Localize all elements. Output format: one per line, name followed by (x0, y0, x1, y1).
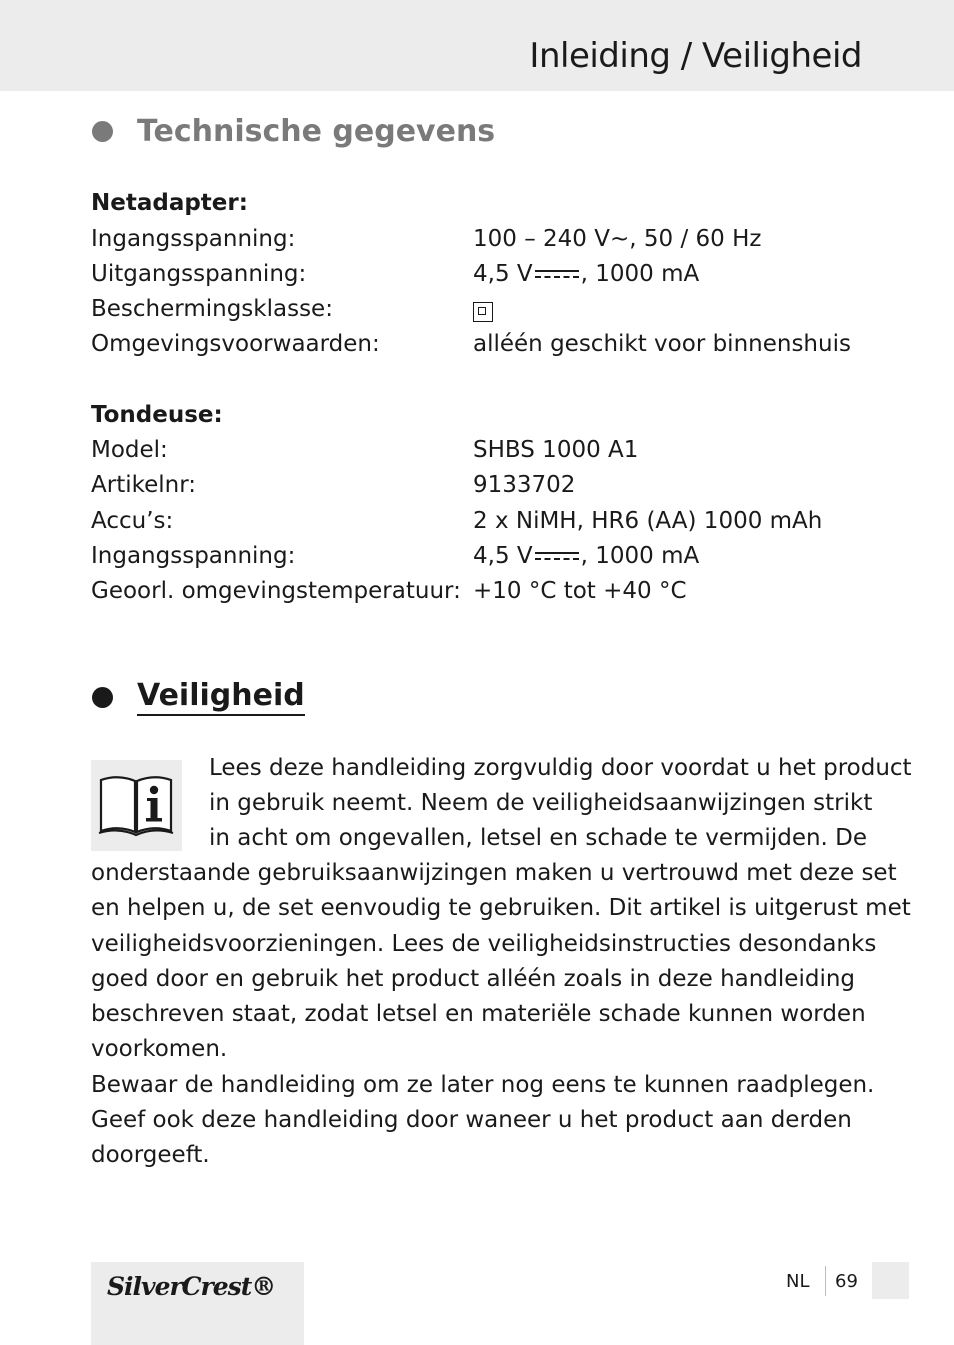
spec-row (91, 261, 871, 293)
spec-row (91, 578, 871, 610)
safety-text-line: in gebruik neemt. Neem de veiligheidsaanwijzingen strikt (209, 790, 873, 816)
voltage-value: 4,5 V (473, 261, 533, 287)
brand-logo (91, 1262, 304, 1345)
adapter-title: Netadapter: (91, 190, 248, 216)
spec-label: Beschermingsklasse: (91, 296, 333, 322)
spec-label: Ingangsspanning: (91, 226, 296, 252)
spec-label: Omgevingsvoorwaarden: (91, 331, 380, 357)
safety-text-line: goed door en gebruik het product alléén zoals in deze handleiding (91, 966, 856, 992)
page-title: Inleiding / Veiligheid (529, 36, 862, 76)
safety-text-line: Lees deze handleiding zorgvuldig door voordat u het product (209, 755, 912, 781)
spec-row (91, 543, 871, 575)
technical-heading-text: Technische gegevens (137, 114, 496, 149)
spec-value (473, 543, 699, 569)
safety-text-line: beschreven staat, zodat letsel en materiële schade kunnen worden (91, 1001, 866, 1027)
safety-text-line: voorkomen. (91, 1036, 228, 1062)
current-value: , 1000 mA (580, 543, 700, 569)
spec-value (473, 296, 493, 316)
voltage-value: 4,5 V (473, 543, 533, 569)
spec-value: alléén geschikt voor binnenshuis (473, 331, 851, 357)
spec-value: 9133702 (473, 472, 576, 498)
spec-value: 100 – 240 V~, 50 / 60 Hz (473, 226, 762, 252)
clipper-title: Tondeuse: (91, 402, 223, 428)
safety-text-line: Geef ook deze handleiding door waneer u het product aan derden (91, 1107, 852, 1133)
spec-value: SHBS 1000 A1 (473, 437, 639, 463)
spec-row (91, 226, 871, 258)
safety-text-line: Bewaar de handleiding om ze later nog eens te kunnen raadplegen. (91, 1072, 875, 1098)
spec-value (473, 261, 699, 287)
spec-value: +10 °C tot +40 °C (473, 578, 687, 604)
spec-label: Geoorl. omgevingstemperatuur: (91, 578, 461, 604)
dc-current-icon (535, 269, 579, 281)
safety-text-line: in acht om ongevallen, letsel en schade te vermijden. De (209, 825, 868, 851)
protection-class-ii-icon (473, 302, 493, 322)
page-number: 69 (835, 1271, 858, 1292)
bullet-icon (92, 687, 113, 708)
spec-row (91, 472, 871, 504)
spec-label: Uitgangsspanning: (91, 261, 307, 287)
spec-label: Model: (91, 437, 168, 463)
spec-row (91, 331, 871, 363)
safety-heading (92, 678, 305, 716)
footer-tab-marker (872, 1262, 909, 1299)
current-value: , 1000 mA (580, 261, 700, 287)
spec-row (91, 296, 871, 328)
safety-text-line: en helpen u, de set eenvoudig te gebruiken. Dit artikel is uitgerust met (91, 895, 911, 921)
dc-current-icon (535, 551, 579, 563)
safety-heading-text: Veiligheid (137, 678, 305, 716)
safety-text-line: doorgeeft. (91, 1142, 210, 1168)
language-code: NL (786, 1271, 810, 1292)
technical-heading (92, 114, 495, 149)
info-book-icon (91, 760, 182, 851)
safety-text-line: onderstaande gebruiksaanwijzingen maken u vertrouwd met deze set (91, 860, 897, 886)
spec-label: Accu’s: (91, 508, 174, 534)
spec-label: Ingangsspanning: (91, 543, 296, 569)
safety-text-line: veiligheidsvoorzieningen. Lees de veiligheidsinstructies desondanks (91, 931, 877, 957)
brand-logo-text: SilverCrest® (107, 1272, 276, 1301)
spec-row (91, 437, 871, 469)
bullet-icon (92, 121, 113, 142)
spec-label: Artikelnr: (91, 472, 197, 498)
spec-row (91, 508, 871, 540)
footer-divider (825, 1266, 826, 1296)
spec-value: 2 x NiMH, HR6 (AA) 1000 mAh (473, 508, 823, 534)
